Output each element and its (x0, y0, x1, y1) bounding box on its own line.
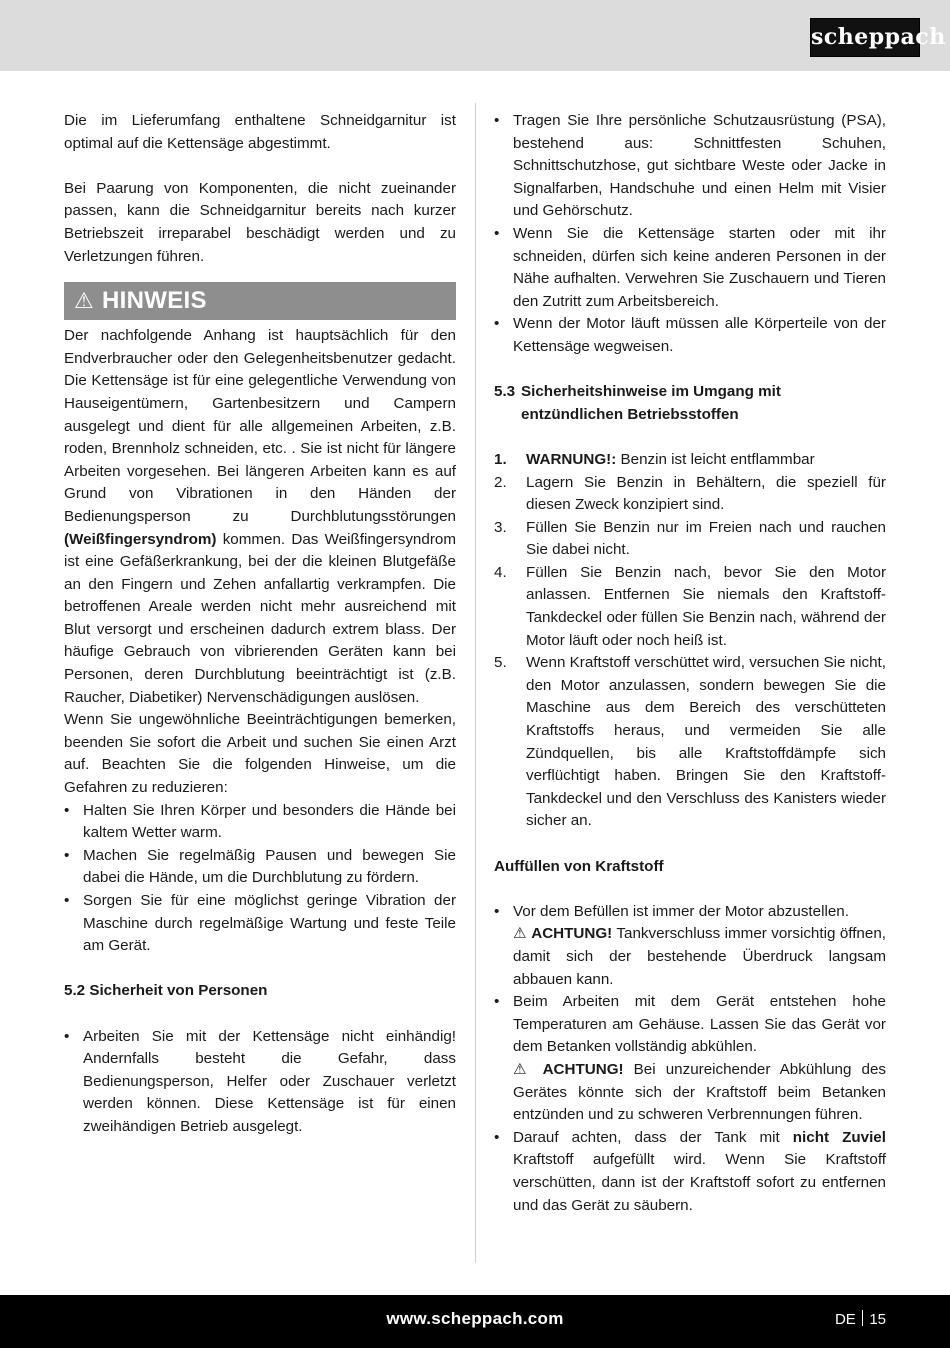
warning-triangle-icon: ⚠ (513, 925, 527, 943)
vibration-tips-list (64, 800, 456, 958)
warning-paragraph: Bei Paarung von Komponenten, die nicht zueinander passen, kann die Schneidgarnitur bereits nach kurzer Betriebszeit irreparabel beschädigt werden und zu Verletzungen führen. (64, 179, 456, 265)
list-item: • Vor dem Befüllen ist immer der Motor abzustellen. ⚠ ACHTUNG! Tankverschluss immer vorsichtig öffnen, damit sich der bestehende Überdruck langsam abbauen kann. (494, 902, 886, 988)
advice-paragraph: Wenn Sie ungewöhnliche Beeinträchtigungen bemerken, beenden Sie sofort die Arbeit und suchen Sie einen Arzt auf. Beachten Sie die folgenden Hinweise, um die Gefahren zu reduzieren: (64, 711, 456, 797)
list-item: • Beim Arbeiten mit dem Gerät entstehen hohe Temperaturen am Gehäuse. Lassen Sie das Gerät vor dem Betanken vollständig abkühlen. ⚠ ACHTUNG! Bei unzureichender Abkühlung des Gerätes könnte sich der Kraftstoff beim Betanken entzünden und zu schweren Verbrennungen führen. (494, 993, 886, 1124)
footer-website-link[interactable]: www.scheppach.com (386, 1309, 564, 1328)
list-item: • Darauf achten, dass der Tank mit nicht Zuviel Kraftstoff aufgefüllt wird. Wenn Sie Kraftstoff verschütten, dann ist der Kraftstoff sofort zu entfernen und das Gerät zu säubern. (494, 1128, 886, 1214)
list-item: • Wenn der Motor läuft müssen alle Körperteile von der Kettensäge wegweisen. (494, 315, 886, 355)
emphasis-text: nicht Zuviel (792, 1128, 886, 1146)
list-item: 5. Wenn Kraftstoff verschüttet wird, versuchen Sie nicht, den Motor anzulassen, sondern bewegen Sie die Maschine aus dem Bereich des verschütteten Kraftstoffs heraus, und vermeiden Sie alle Zündquellen, bis alle Kraftstoffdämpfe sich verflüchtigt haben. Bringen Sie den Kraftstoff-Tankdeckel und den Verschluss des Kanisters wieder sicher an. (494, 654, 886, 830)
achtung-label: ACHTUNG! (542, 1060, 624, 1078)
list-item: 2. Lagern Sie Benzin in Behältern, die speziell für diesen Zweck konzipiert sind. (494, 473, 886, 514)
right-column (494, 110, 886, 1217)
list-item: 1. WARNUNG!: Benzin ist leicht entflammbar (494, 450, 815, 468)
list-item: 4. Füllen Sie Benzin nach, bevor Sie den Motor anlassen. Entfernen Sie niemals den Kraftstoff-Tankdeckel oder füllen Sie Benzin nach, während der Motor läuft oder noch heiß ist. (494, 563, 886, 649)
list-item: • Machen Sie regelmäßig Pausen und bewegen Sie dabei die Hände, um die Durchblutung zu fördern. (64, 846, 456, 887)
column-divider (475, 103, 476, 1263)
warning-triangle-icon: ⚠ (513, 1060, 533, 1078)
fuel-safety-list (494, 449, 886, 833)
refuel-list (494, 901, 886, 1217)
hinweis-title: HINWEIS (102, 286, 207, 314)
hinweis-paragraph: Der nachfolgende Anhang ist hauptsächlich für den Endverbraucher oder den Gelegenheitsbenutzer gedacht. Die Kettensäge ist für eine gelegentliche Verwendung von Hauseigentümern, Gartenbesitzern und Campern ausgelegt und dient für alle allgemeinen Arbeiten, z.B. roden, Brennholz schneiden, etc. . Sie ist nicht für längere Arbeiten vorgesehen. Bei längeren Arbeiten kann es auf Grund von Vibrationen in den Händen der Bedienungsperson zu Durchblutungsstörungen (Weißfingersyndrom) kommen. Das Weißfingersyndrom ist eine Gefäßerkrankung, bei der die kleinen Blutgefäße an den Fingern und Zehen anfallartig verkrampfen. Die betroffenen Areale werden nicht mehr ausreichend mit Blut versorgt und erscheinen dadurch extrem blass. Der häufige Gebrauch von vibrierenden Geräten kann bei Personen, deren Durchblutung beeinträchtigt ist (z.B. Raucher, Diabetiker) Nervenschädigungen auslösen. (64, 327, 456, 706)
header-band (0, 0, 950, 71)
page-separator (862, 1310, 864, 1326)
language-code: DE (834, 1311, 856, 1328)
warnung-label: WARNUNG!: (526, 450, 617, 468)
list-item: • Arbeiten Sie mit der Kettensäge nicht einhändig! Andernfalls besteht die Gefahr, dass Bedienungsperson, Helfer oder Zuschauer verletzt werden können. Diese Kettensäge ist für einen zweihändigen Betrieb ausgelegt. (64, 1027, 456, 1135)
persons-safety-list (64, 1026, 456, 1139)
left-column (64, 110, 456, 1139)
refuel-heading: Auffüllen von Kraftstoff (494, 857, 664, 875)
list-item: 3. Füllen Sie Benzin nur im Freien nach und rauchen Sie dabei nicht. (494, 518, 886, 559)
list-item: • Tragen Sie Ihre persönliche Schutzausrüstung (PSA), bestehend aus: Schnittfesten Schuhen, Schnittschutzhose, gut sichtbare Weste oder Jacke in Signalfarben, Handschuhe und einen Helm mit Visier und Gehörschutz. (494, 112, 886, 220)
warning-triangle-icon: ⚠ (74, 287, 95, 313)
achtung-label: ACHTUNG! (531, 925, 613, 943)
list-item: • Halten Sie Ihren Körper und besonders die Hände bei kaltem Wetter warm. (64, 801, 456, 842)
list-item: • Wenn Sie die Kettensäge starten oder mit ihr schneiden, dürfen sich keine anderen Personen in der Nähe aufhalten. Verwehren Sie Zuschauern und Tieren den Zutritt zum Arbeitsbereich. (494, 224, 886, 310)
hinweis-banner (64, 282, 456, 320)
list-item: • Sorgen Sie für eine möglichst geringe Vibration der Maschine durch regelmäßige Wartung und feste Teile am Gerät. (64, 892, 456, 955)
brand-logo: scheppach (810, 18, 920, 57)
section-5-3-heading: 5.3 Sicherheitshinweise im Umgang mit entzündlichen Betriebsstoffen (494, 383, 781, 423)
page-number: 15 (869, 1311, 886, 1328)
section-5-2-heading: 5.2 Sicherheit von Personen (64, 982, 268, 1000)
ppe-list (494, 110, 886, 359)
page-indicator (835, 1310, 886, 1328)
intro-paragraph: Die im Lieferumfang enthaltene Schneidgarnitur ist optimal auf die Kettensäge abgestimmt. (64, 112, 456, 152)
syndrome-term: (Weißfingersyndrom) (64, 530, 217, 548)
